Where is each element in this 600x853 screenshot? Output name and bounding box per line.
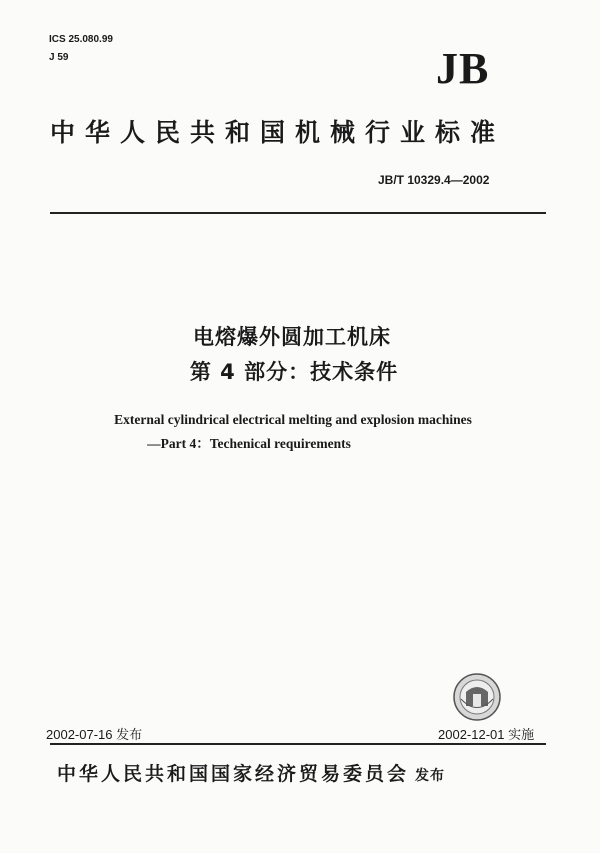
title-chinese-line1: 电熔爆外圆加工机床 bbox=[193, 325, 391, 349]
title-chinese-line2: 第 4 部分：技术条件 bbox=[189, 360, 399, 384]
implementation-date: 2002-12-01 实施 bbox=[438, 727, 535, 742]
footer-divider bbox=[50, 743, 546, 745]
issuer-name: 中华人民共和国国家经济贸易委员会 bbox=[57, 763, 410, 785]
issuing-authority bbox=[57, 759, 445, 786]
title-english-line1: External cylindrical electrical melting and explosion machines bbox=[114, 412, 472, 427]
issue-date: 2002-07-16 发布 bbox=[46, 727, 143, 742]
standard-organization-title: 中华人民共和国机械行业标准 bbox=[50, 118, 506, 147]
jb-logo: JB bbox=[436, 44, 490, 93]
header-divider bbox=[50, 212, 546, 214]
ics-code: ICS 25.080.99 bbox=[49, 34, 113, 45]
official-seal-icon bbox=[452, 672, 502, 722]
issuer-suffix: 发布 bbox=[415, 768, 446, 784]
standard-number: JB/T 10329.4—2002 bbox=[378, 173, 490, 187]
ccs-code: J 59 bbox=[49, 52, 69, 63]
title-english-line2: —Part 4：Techenical requirements bbox=[147, 436, 351, 451]
